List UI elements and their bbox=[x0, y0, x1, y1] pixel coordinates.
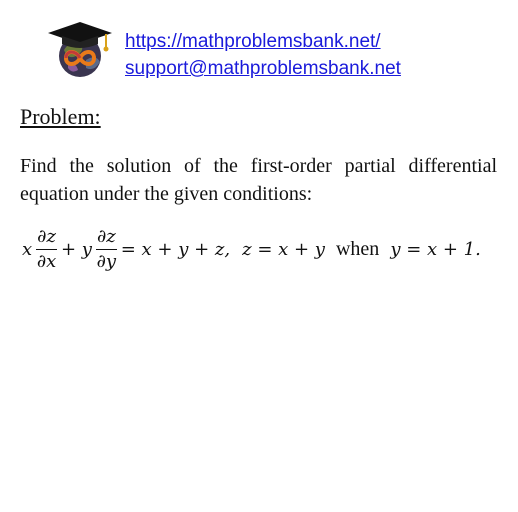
eq-term-x: x bbox=[22, 239, 33, 260]
eq-term-plus-y: + y bbox=[60, 239, 92, 260]
problem-statement bbox=[20, 152, 497, 208]
email-link[interactable]: support@mathproblemsbank.net bbox=[125, 58, 401, 79]
eq-frac1-numerator: ∂z bbox=[36, 226, 57, 250]
eq-rhs: = x + y + z, bbox=[120, 239, 231, 260]
pde-equation bbox=[20, 226, 483, 273]
eq-frac2-numerator: ∂z bbox=[96, 226, 117, 250]
problem-heading: Problem: bbox=[20, 104, 101, 129]
eq-fraction-dz-dx bbox=[36, 226, 57, 273]
eq-fraction-dz-dy bbox=[96, 226, 117, 273]
eq-frac1-denominator: ∂x bbox=[36, 251, 57, 272]
eq-condition-z: z = x + y bbox=[242, 239, 325, 260]
eq-when-word: when bbox=[335, 238, 380, 260]
website-link[interactable]: https://mathproblemsbank.net/ bbox=[125, 31, 381, 52]
problem-text-line-2: equation under the given conditions: bbox=[20, 183, 313, 205]
problem-text-line-1: Find the solution of the first-order partial differential bbox=[20, 155, 497, 177]
contact-links bbox=[125, 28, 401, 82]
eq-frac2-denominator: ∂y bbox=[96, 251, 117, 272]
eq-condition-y: y = x + 1. bbox=[390, 239, 481, 260]
site-logo-icon bbox=[46, 20, 114, 80]
